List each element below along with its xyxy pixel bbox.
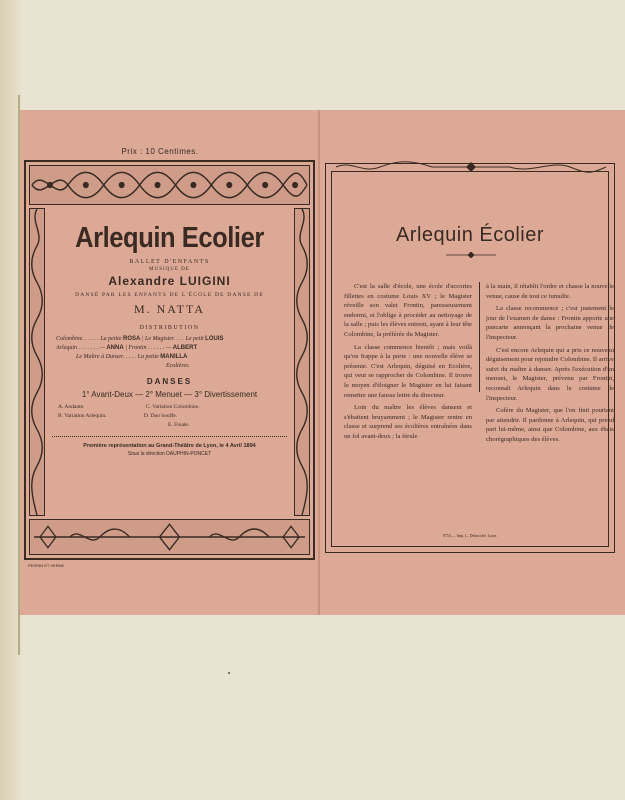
frame-ornament-top — [332, 160, 610, 174]
synopsis-text — [344, 282, 614, 512]
cast-list — [48, 335, 291, 371]
fold-seam — [318, 110, 320, 615]
teacher-name: M. NATTA — [133, 302, 206, 316]
synopsis-title: Arlequin Écolier — [395, 224, 545, 246]
printer-credit-left: PERRIN ET VERNE — [28, 563, 65, 568]
printer-credit-right: 9754 — Imp. L. Delaroche, Lyon. — [442, 533, 498, 538]
parts-list — [48, 403, 291, 430]
paper-speck — [228, 672, 230, 674]
synopsis-paragraph: C'est encore Arlequin qui a pris ce nouveau déguisement pour rejoindre Colombine. Il arrive suivi du maître à danser. Après l'exécution d'un menuet, le Magister, prévenu par Frontin, reconnaît Arlequin dans le costume de l'inspecteur. — [486, 346, 614, 402]
composer-name: Alexandre LUIGINI — [108, 274, 231, 288]
column-divider — [479, 282, 480, 392]
synopsis-paragraph: La classe commence bientôt ; mais voilà qu'on frappe à la porte : une nouvelle élève se présente. C'est Arlequin, déguisé en Ecolière, qui veut se rapprocher de Colombine. Il trouve le moyen d'éloigner le Magister en lui faisant remettre une fausse lettre du directeur. — [344, 343, 472, 399]
music-by-label: MUSIQUE DE — [149, 267, 190, 272]
danses-list: 1° Avant-Deux — 2° Menuet — 3° Divertissement — [81, 390, 258, 399]
ornament-band-bottom — [29, 519, 310, 555]
synopsis-frame — [331, 171, 614, 547]
premiere-line: Première représentation au Grand-Théâtre de Lyon, le 4 Avril 1894 — [83, 443, 256, 449]
synopsis-paragraph: Loin du maître les élèves dansent et s'ébattent bruyamment ; le Magister rentre en classe et surprend ses écolières entraînées dans un fol avant-deux ; la férule — [344, 404, 472, 440]
program-cover — [24, 160, 315, 560]
danses-heading: DANSES — [146, 377, 193, 386]
program-title: Arlequin Ecolier — [75, 222, 264, 254]
dotted-rule — [52, 436, 287, 437]
cast-row: Arlequin . . . . . . . — ANNA | Frontin . . . . . . — ALBERT — [56, 345, 198, 351]
cast-row: Colombine. . . . . . La petite ROSA | Le Magister. . . . Le petit LOUIS — [56, 336, 224, 342]
ornament-band-top — [29, 165, 310, 205]
synopsis-paragraph: La classe recommence ; c'est justement le jour de l'examen de danse : Frontin apporte une pancarte annonçant la prochaine venue de l'inspecteur. — [486, 305, 614, 341]
synopsis-paragraph: C'est la salle d'école, une école d'accortes fillettes en costume Louis XV ; le Magister réveille son valet Frontin, paresseusement endormi, et l'oblige à procéder au nettoyage de la salle ; puis les élèves entrent, ayant à leur tête Colombine, la préférée du Magister. — [344, 283, 472, 338]
program-subtitle: BALLET D'ENFANTS — [129, 259, 210, 265]
synopsis-column-1 — [344, 282, 472, 445]
direction-line: Sous la direction DAUPHIN-PONCET — [127, 451, 212, 457]
program-body — [48, 210, 291, 514]
part-row: A. Andante. C. Variation Colombine. — [58, 404, 200, 410]
distribution-heading: DISTRIBUTION — [139, 325, 200, 331]
cast-row: Ecolières. — [166, 363, 190, 369]
title-flourish — [446, 252, 496, 258]
synopsis-column-2 — [486, 282, 614, 448]
synopsis-page — [325, 163, 615, 553]
part-row: B. Variation Arlequin. D. Duo bouffe. — [58, 413, 178, 419]
cast-row: Le Maître à Danser. . . . . La petite MANILLA — [76, 354, 188, 360]
synopsis-paragraph: à la main, il rétablit l'ordre et chasse la nouvelle venue, cause de tout ce tumulte. — [486, 283, 614, 300]
part-row: E. Finale. — [168, 422, 190, 428]
ornament-vine-left — [29, 208, 45, 516]
ornament-vine-right — [294, 208, 310, 516]
synopsis-paragraph: Colère du Magister, que l'on finit pourtant par attendrir. Il pardonne à Arlequin, qui prend part lui-même, ainsi que Colombine, aux ébats chorégraphiques des élèves. — [486, 407, 614, 443]
danced-by-line: DANSÉ PAR LES ENFANTS DE L'ÉCOLE DE DANSE DE — [75, 292, 264, 298]
price-label: Prix : 10 Centimes. — [121, 147, 199, 156]
